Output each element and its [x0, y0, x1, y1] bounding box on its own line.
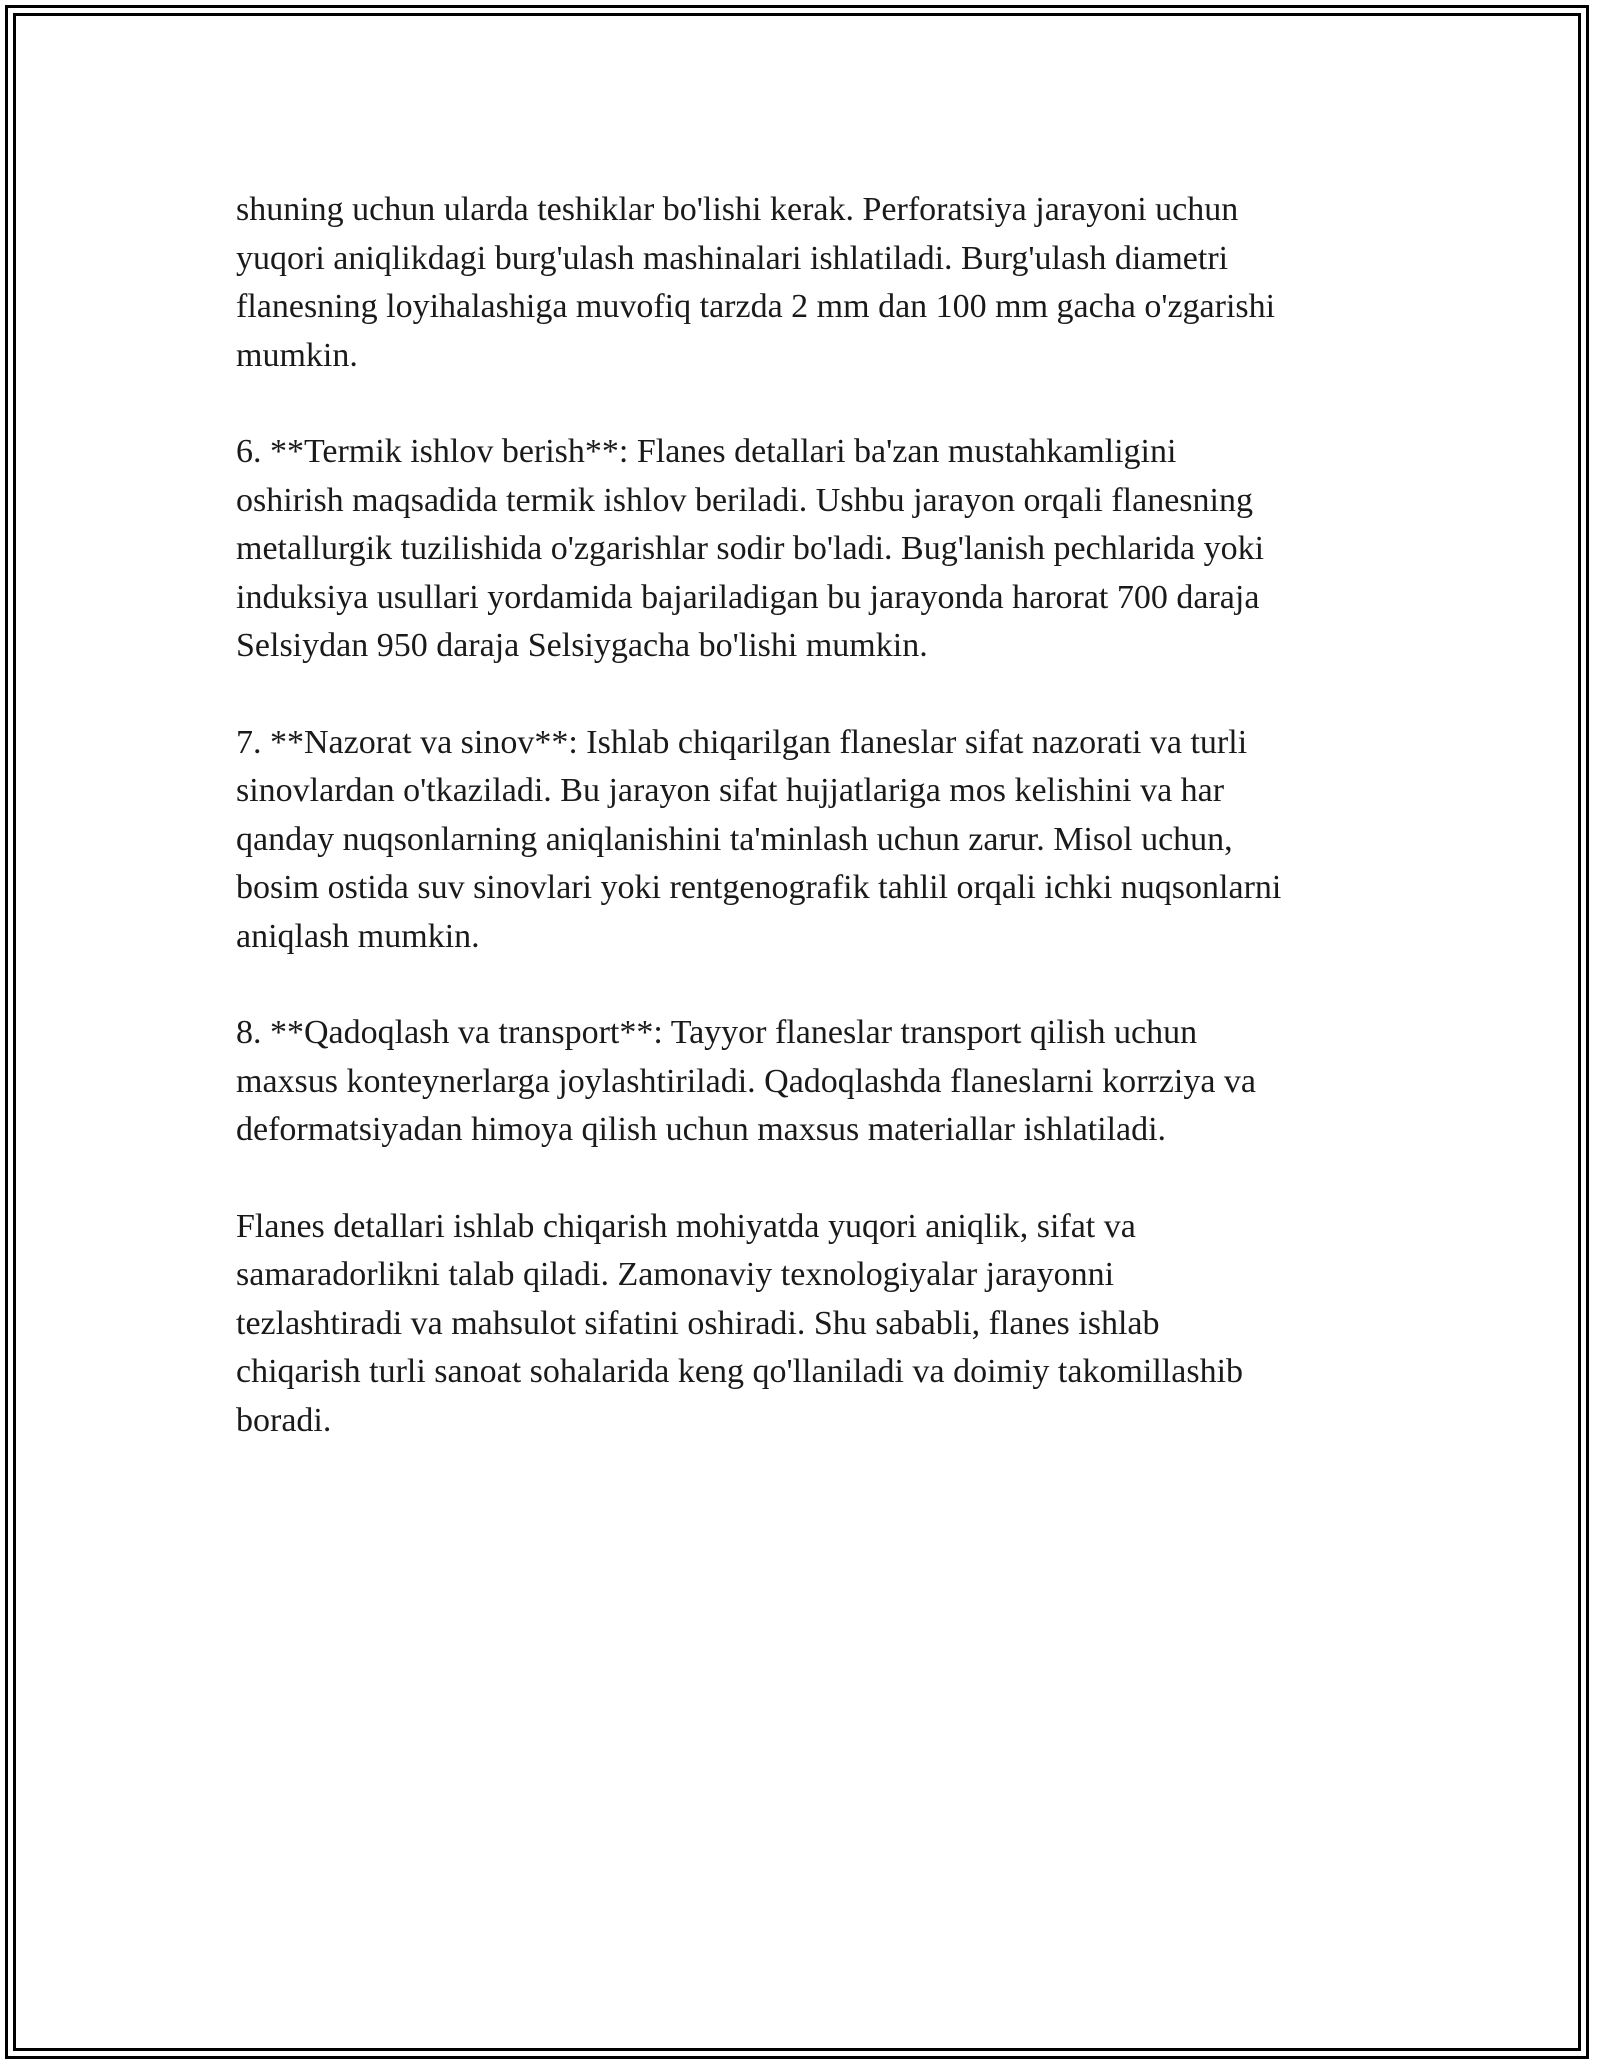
paragraph-heat-treatment: 6. **Termik ishlov berish**: Flanes detallari ba'zan mustahkamligini oshirish maqsadida termik ishlov beriladi. Ushbu jarayon orqali flanesning metallurgik tuzilishida o'zgarishlar sodir bo'ladi. Bug'lanish pechlarida yoki induksiya usullari yordamida bajariladigan bu jarayonda harorat 700 daraja Selsiydan 950 daraja Selsiygacha bo'lishi mumkin. — [236, 433, 1265, 664]
paragraph-conclusion: Flanes detallari ishlab chiqarish mohiyatda yuqori aniqlik, sifat va samaradorlikni talab qiladi. Zamonaviy texnologiyalar jarayonni tezlashtiradi va mahsulot sifatini oshiradi. Shu sababli, flanes ishlab chiqarish turli sanoat sohalarida keng qo'llaniladi va doimiy takomillashib boradi. — [236, 1207, 1244, 1439]
document-body — [236, 186, 1376, 1493]
paragraph-inspection-testing: 7. **Nazorat va sinov**: Ishlab chiqarilgan flaneslar sifat nazorati va turli sinovlardan o'tkaziladi. Bu jarayon sifat hujjatlariga mos kelishini va har qanday nuqsonlarning aniqlanishini ta'minlash uchun zarur. Misol uchun, bosim ostida suv sinovlari yoki rentgenografik tahlil orqali ichki nuqsonlarni aniqlash mumkin. — [236, 723, 1282, 955]
paragraph-packaging-transport: 8. **Qadoqlash va transport**: Tayyor flaneslar transport qilish uchun maxsus konteynerlarga joylashtiriladi. Qadoqlashda flaneslarni korrziya va deformatsiyadan himoya qilish uchun maxsus materiallar ishlatiladi. — [236, 1014, 1256, 1148]
paragraph-drilling-continuation: shuning uchun ularda teshiklar bo'lishi kerak. Perforatsiya jarayoni uchun yuqori aniqlikdagi burg'ulash mashinalari ishlatiladi. Burg'ulash diametri flanesning loyihalashiga muvofiq tarzda 2 mm dan 100 mm gacha o'zgarishi mumkin. — [236, 191, 1276, 374]
